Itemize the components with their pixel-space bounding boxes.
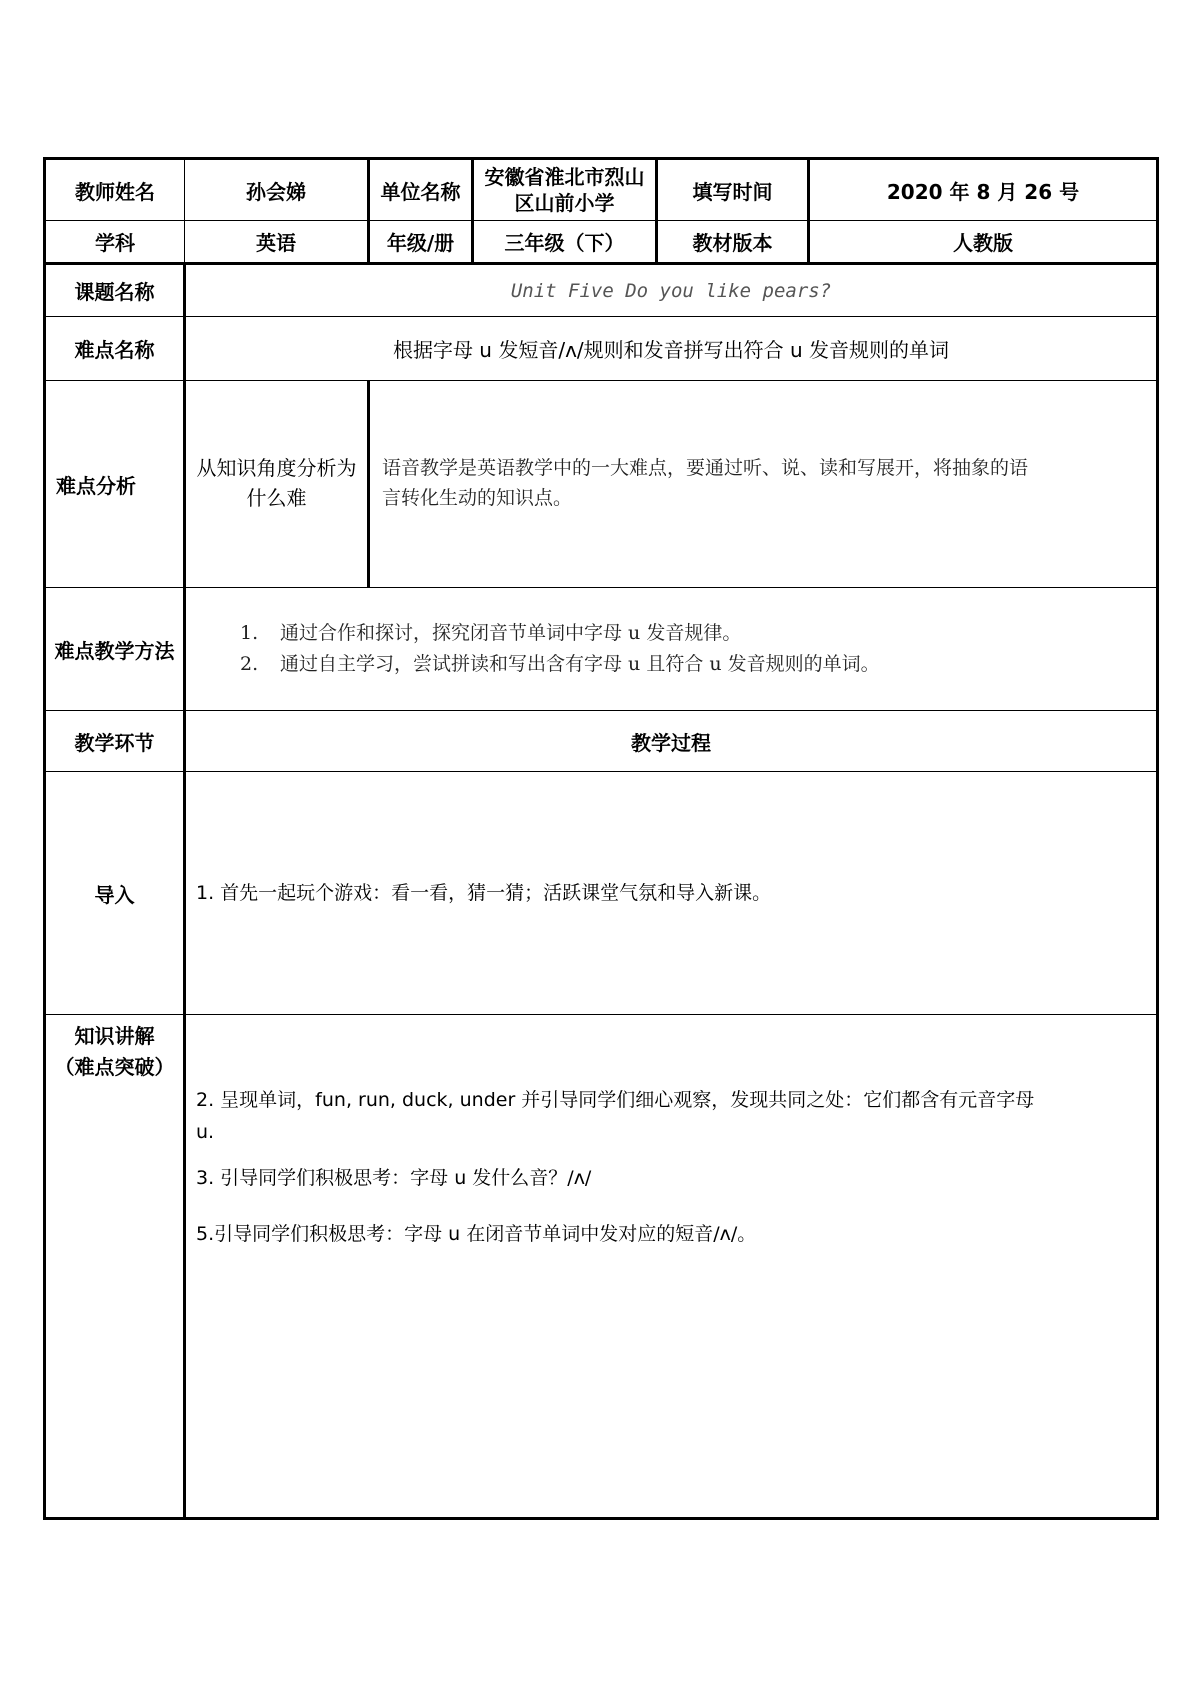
lesson-plan-grid: [43, 157, 1159, 1520]
date-label: 填写时间: [657, 159, 809, 221]
unit-value-line1: 安徽省淮北市烈山: [484, 165, 645, 189]
analysis-text-line1: 语音教学是英语教学中的一大难点，要通过听、说、读和写展开，将抽象的语: [382, 457, 1029, 479]
grade-label: 年级/册: [369, 221, 473, 264]
analysis-sublabel-line1: 从知识角度分析为: [196, 456, 357, 480]
method-item-num: 1.: [240, 622, 259, 644]
edition-label: 教材版本: [657, 221, 809, 264]
unit-value-line2: 区山前小学: [514, 191, 615, 215]
knowledge-line-2b: u.: [196, 1121, 215, 1143]
process-label: 教学过程: [185, 711, 1158, 772]
difficulty-label: 难点名称: [45, 317, 185, 381]
method-list: [186, 618, 1156, 680]
unit-value: [473, 159, 657, 221]
knowledge-line-5: 5.引导同学们积极思考：字母 u 在闭音节单词中发对应的短音/ʌ/。: [196, 1223, 757, 1245]
analysis-text: [369, 381, 1158, 588]
knowledge-label: [45, 1015, 185, 1519]
topic-label: 课题名称: [45, 264, 185, 317]
knowledge-content: [185, 1015, 1158, 1519]
knowledge-line-3: 3. 引导同学们积极思考：字母 u 发什么音？/ʌ/: [196, 1167, 592, 1189]
analysis-label: [45, 381, 185, 588]
intro-content: [185, 772, 1158, 1015]
method-item-text: 通过自主学习，尝试拼读和写出含有字母 u 且符合 u 发音规则的单词。: [280, 653, 880, 675]
method-item: [240, 618, 1156, 649]
date-value: 2020 年 8 月 26 号: [809, 159, 1158, 221]
process-stage-label: 教学环节: [45, 711, 185, 772]
analysis-text-line2: 言转化生动的知识点。: [382, 487, 573, 509]
subject-label: 学科: [45, 221, 185, 264]
subject-value: 英语: [185, 221, 369, 264]
knowledge-label-line2: （难点突破）: [54, 1055, 175, 1079]
intro-text: 1. 首先一起玩个游戏：看一看，猜一猜；活跃课堂气氛和导入新课。: [196, 882, 772, 904]
method-label: 难点教学方法: [45, 588, 185, 711]
knowledge-label-line1: 知识讲解: [74, 1024, 155, 1048]
difficulty-value: 根据字母 u 发短音/ʌ/规则和发音拼写出符合 u 发音规则的单词: [185, 317, 1158, 381]
method-content: [185, 588, 1158, 711]
lesson-plan-table: [43, 157, 1156, 1520]
topic-value: Unit Five Do you like pears?: [185, 264, 1158, 317]
analysis-label-text: 难点分析: [56, 473, 136, 498]
grade-value: 三年级（下）: [473, 221, 657, 264]
method-item: [240, 649, 1156, 680]
method-item-num: 2.: [240, 653, 259, 675]
teacher-label: 教师姓名: [45, 159, 185, 221]
method-item-text: 通过合作和探讨，探究闭音节单词中字母 u 发音规律。: [280, 622, 742, 644]
analysis-sublabel: [185, 381, 369, 588]
analysis-sublabel-line2: 什么难: [246, 486, 307, 510]
knowledge-line-2a: 2. 呈现单词，fun, run, duck, under 并引导同学们细心观察，发现共同之处：它们都含有元音字母: [196, 1089, 1035, 1111]
teacher-value: 孙会娣: [185, 159, 369, 221]
unit-label: 单位名称: [369, 159, 473, 221]
intro-label: 导入: [45, 772, 185, 1015]
edition-value: 人教版: [809, 221, 1158, 264]
